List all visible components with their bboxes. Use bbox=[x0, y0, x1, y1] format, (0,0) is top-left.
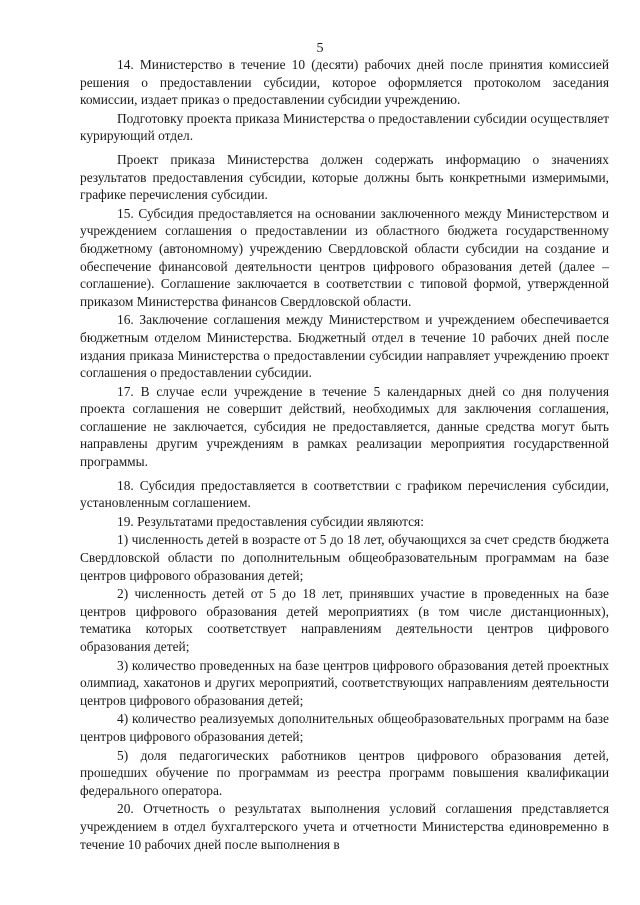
paragraph-order-preparation: Подготовку проекта приказа Министерства о предоставлении субсидии осуществляет курирующий отдел. bbox=[80, 110, 609, 144]
paragraph-order-content: Проект приказа Министерства должен содержать информацию о значениях результатов предоставления субсидии, которые должны быть конкретными измеримыми, графике перечисления субсидии. bbox=[80, 151, 609, 203]
paragraph-14: 14. Министерство в течение 10 (десяти) рабочих дней после принятия комиссией решения о предоставлении субсидии, которое оформляется протоколом заседания комиссии, издает приказ о предоставлении субсидии учреждению. bbox=[80, 57, 609, 108]
page-number: 5 bbox=[316, 41, 324, 56]
paragraph-19: 19. Результатами предоставления субсидии являются: bbox=[117, 513, 424, 529]
result-item-1: 1) численность детей в возрасте от 5 до 18 лет, обучающихся за счет средств бюджета Свердловской области по дополнительным общеобразовательным программам на базе центров цифрового образования детей; bbox=[80, 532, 609, 583]
result-item-3: 3) количество проведенных на базе центров цифрового образования детей проектных олимпиад, хакатонов и других мероприятий, соответствующих направлениям деятельности центров цифрового образования детей; bbox=[80, 657, 609, 708]
paragraph-20: 20. Отчетность о результатах выполнения условий соглашения представляется учреждением в отдел бухгалтерского учета и отчетности Министерства единовременно в течение 10 рабочих дней после выполнения в bbox=[80, 801, 609, 852]
document-body bbox=[80, 56, 609, 854]
result-item-5: 5) доля педагогических работников центров цифрового образования детей, прошедших обучение по программам из реестра программ повышения квалификации федерального оператора. bbox=[80, 747, 609, 798]
paragraph-16: 16. Заключение соглашения между Министерством и учреждением обеспечивается бюджетным отделом Министерства. Бюджетный отдел в течение 10 рабочих дней после издания приказа Министерства о предоставлении субсидии направляет учреждению проект соглашения о предоставлении субсидии. bbox=[80, 312, 609, 381]
result-item-2: 2) численность детей от 5 до 18 лет, принявших участие в проведенных на базе центров цифрового образования детей мероприятиях (в том числе дистанционных), тематика которых соответствует направлениям деятельности центров цифрового образования детей; bbox=[80, 586, 609, 654]
paragraph-17: 17. В случае если учреждение в течение 5 календарных дней со дня получения проекта соглашения не совершит действий, необходимых для заключения соглашения, соглашение не заключается, субсидия не предоставляется, данные средства могут быть направлены другим учреждениям в рамках реализации мероприятия государственной программы. bbox=[80, 383, 609, 470]
paragraph-15: 15. Субсидия предоставляется на основании заключенного между Министерством и учреждением соглашения о предоставлении из областного бюджета государственному бюджетному (автономному) учреждению Свердловской области субсидии на создание и обеспечение финансовой деятельности центров цифрового образования детей (далее – соглашение). Соглашение заключается в соответствии с типовой формой, утвержденной приказом Министерства финансов Свердловской области. bbox=[80, 205, 609, 309]
paragraph-18: 18. Субсидия предоставляется в соответствии с графиком перечисления субсидии, установленным соглашением. bbox=[80, 477, 609, 511]
result-item-4: 4) количество реализуемых дополнительных общеобразовательных программ на базе центров цифрового образования детей; bbox=[80, 711, 609, 744]
